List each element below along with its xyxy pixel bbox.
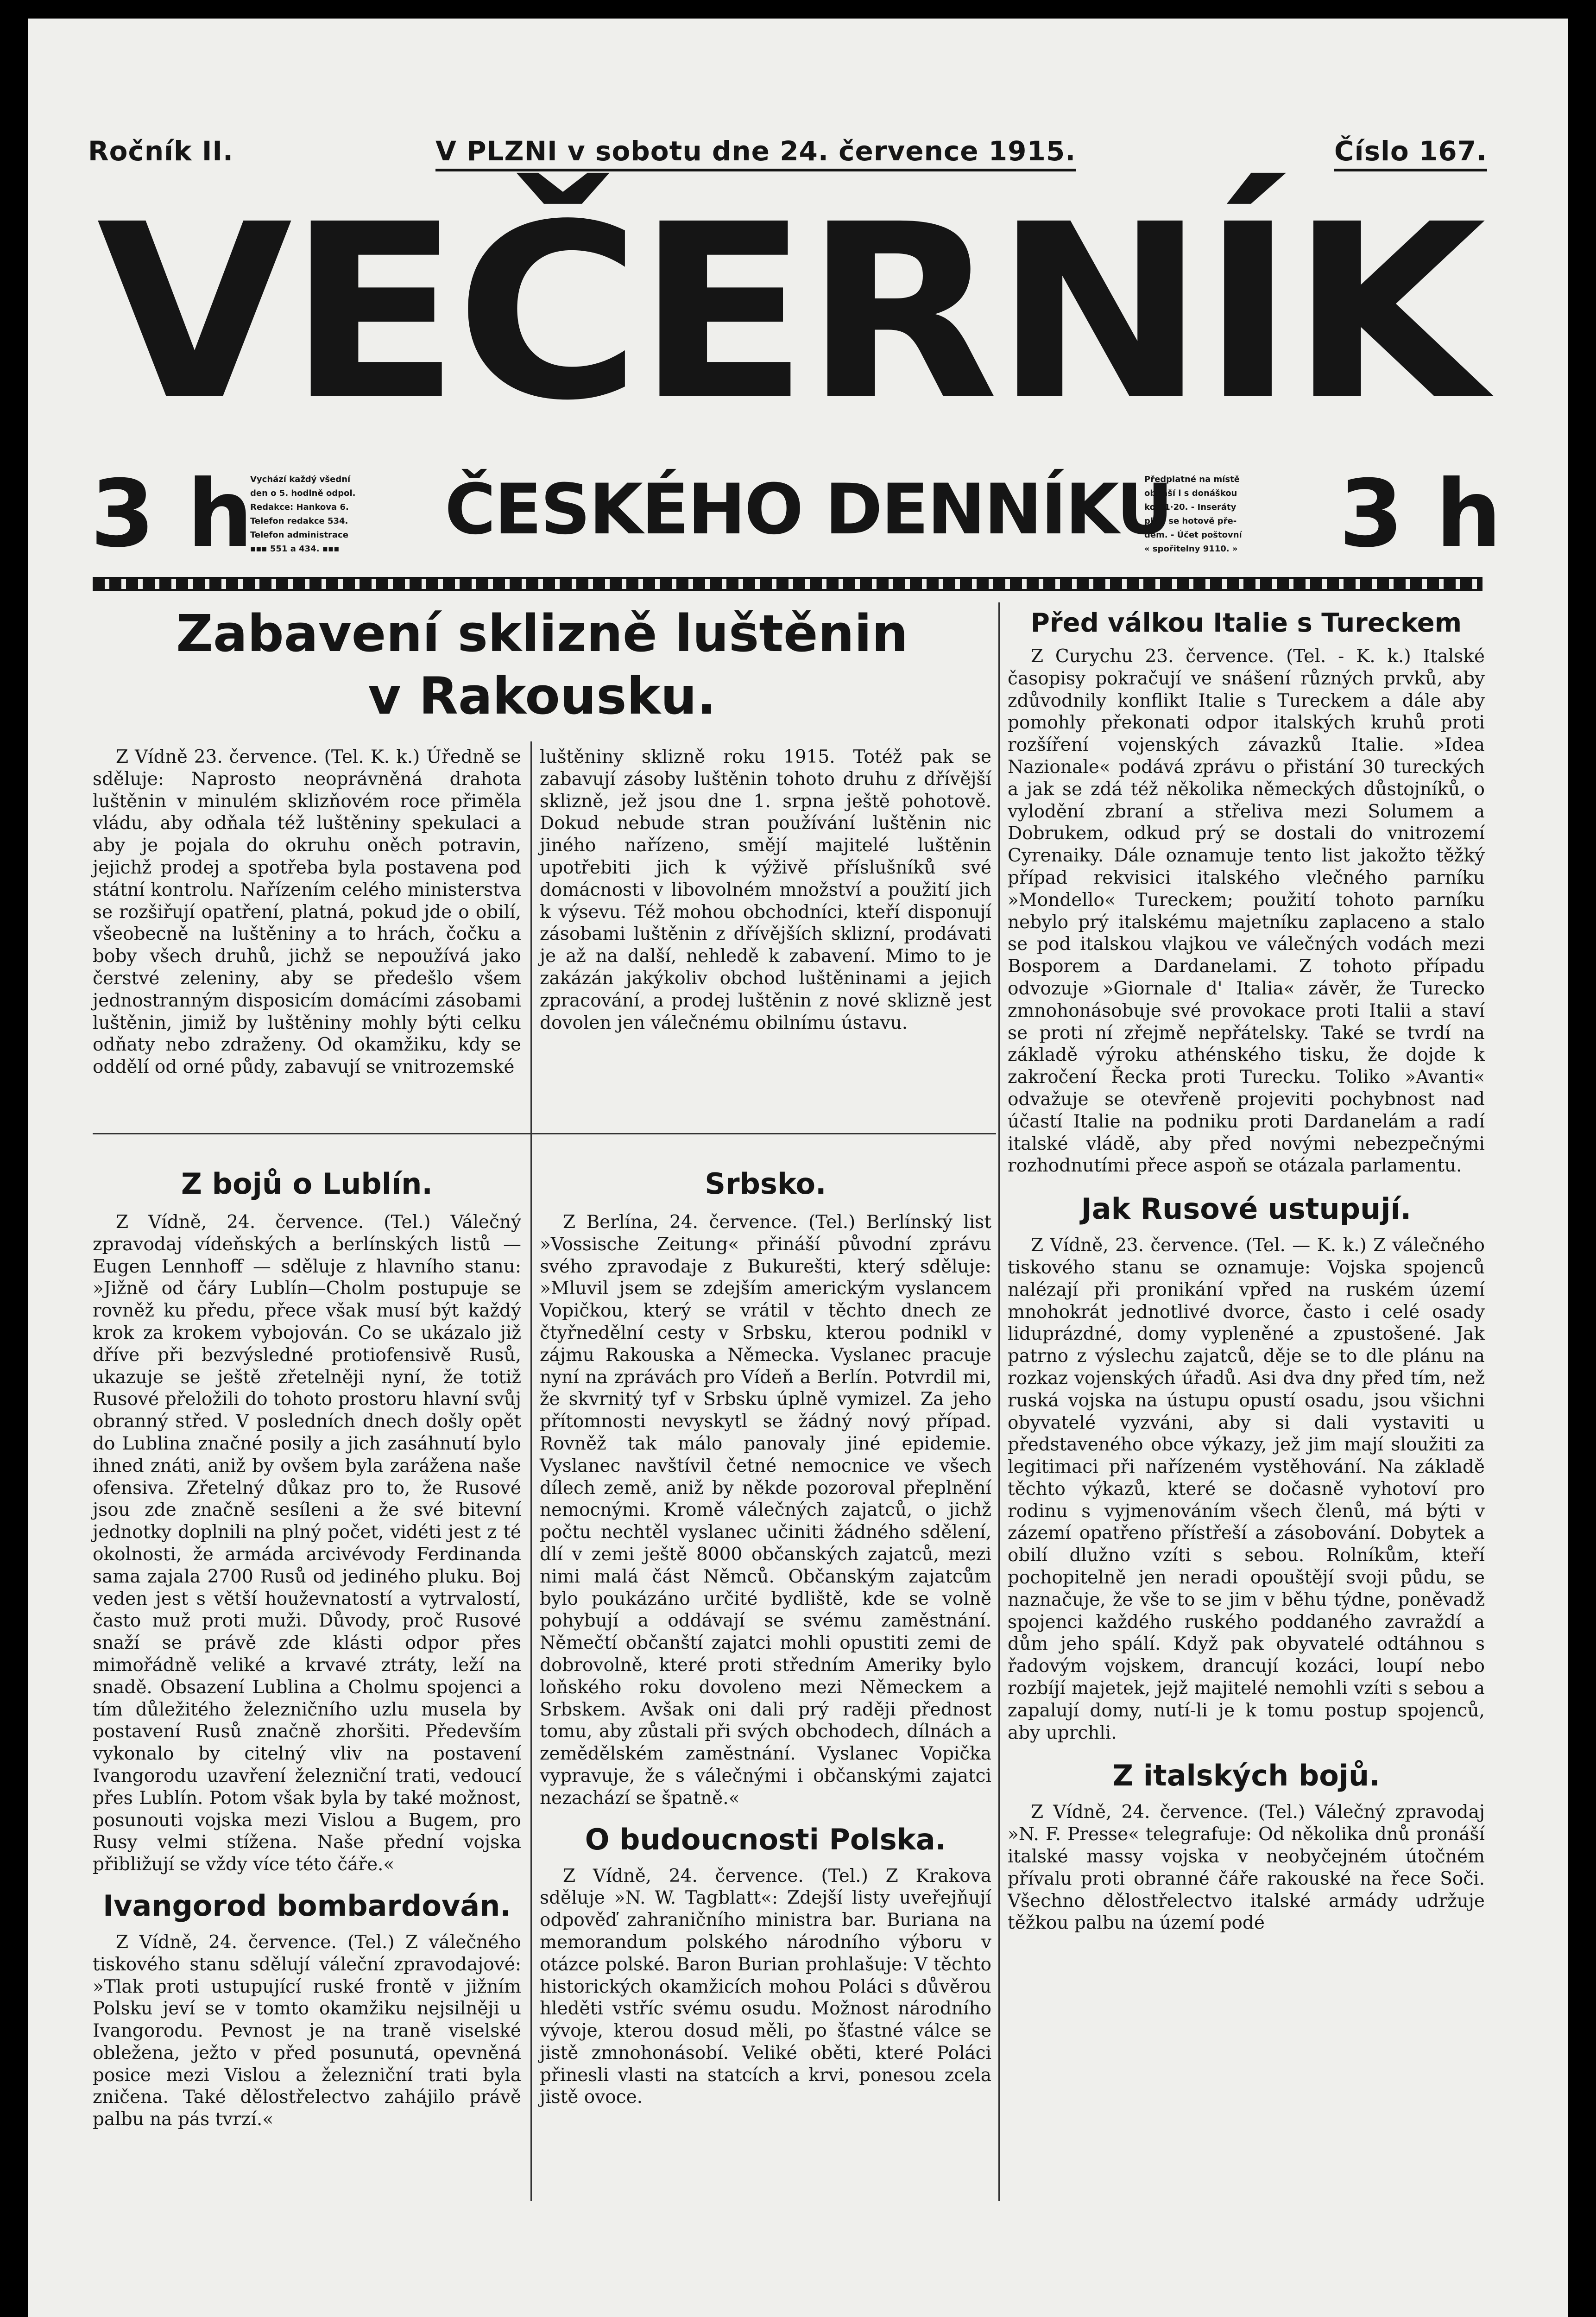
srbsko-headline: Srbsko. (705, 1167, 826, 1201)
subscription-info-line: « spořitelny 9110. » (1144, 544, 1238, 554)
column-rule (998, 602, 1000, 2201)
italske-boje-article-text: Z Vídně, 24. července. (Tel.) Válečný zpravodaj »N. F. Presse« telegrafuje: Od několika dnů pronáší italské massy vojska v neobyčejném útočném přívalu proti obranné čáře rakouské na řece Soči. Všechno dělostřelectvo italské armády udržuje těžkou palbu na území podé (1008, 1802, 1485, 1934)
middle-column (540, 1163, 991, 2108)
polsko-headline: O budoucnosti Polska. (585, 1822, 946, 1856)
publisher-info-line: ▪▪▪ 551 a 434. ▪▪▪ (250, 544, 340, 554)
masthead-subtitle: ČESKÉHO DENNÍKU (445, 469, 1172, 550)
subscription-info-line: platí se hotově pře- (1144, 516, 1237, 526)
column-rule (530, 741, 532, 2201)
ivangorod-article-text: Z Vídně, 24. července. (Tel.) Z válečného tiskového stanu sdělují váleční zpravodajové: »Tlak proti ustupující ruské frontě v jižním Polsku jeví se v tomto okamžiku nejsilněji u Ivangorodu. Pevnost je na traně viselské obležena, ježto v před posunutá, opevněná posice mezi Vislou a železniční trati byla zničena. Také dělostřelectvo zahájilo právě palbu na pás tvrzí.« (93, 1931, 521, 2130)
subscription-info-line: obnáší i s donáškou (1144, 488, 1237, 498)
price-right: 3 h (1339, 460, 1502, 568)
lead-headline-line: Zabavení sklizně luštěnin (176, 604, 908, 663)
subscription-info-line: kor. 1·20. - Inseráty (1144, 502, 1236, 512)
rusove-article-text: Z Vídně, 23. července. (Tel. — K. k.) Z válečného tiskového stanu se oznamuje: Vojska spojenců nalézají při pronikání vpřed na ruském území mnohokrát jednotlivé dvorce, často i celé osady liduprázdné, domy vypleněné a zpustošené. Jak patrno z výslechu zajatců, děje se to dle plánu na rozkaz vojenských úřadů. Asi dva dny před tím, než ruská vojska na ústupu opustí osadu, jsou všichni obyvatelé vyzváni, aby si dali vystaviti u představeného obce výkazy, jež jim mají sloužiti za legitimaci při nařízeném vystěhování. Na základě těchto výkazů, které se dočasně vyhotoví pro rodinu s vyjmenováním všech členů, má býti v zázemí opatřeno přístřeší a zásobování. Dobytek a obilí dlužno vzíti s sebou. Rolníkům, kteří pochopitelně jen neradi opouštějí svoji půdu, se naznačuje, že vše to se jim v běhu týdne, poněvadž spojenci každého ruského poddaného zavraždí a dům jeho spálí. Když pak obyvatelé odtáhnou s řadovým vojskem, drancují kozáci, loupí nebo rozbíjí majetek, jejž majitelé nemohli vzíti s sebou a zapalují domy, nutí-li je k tomu postup spojenců, aby uprchli. (1008, 1235, 1485, 1743)
subscription-info-box (1144, 473, 1316, 556)
italie-article-text: Z Curychu 23. července. (Tel. - K. k.) Italské časopisy pokračují ve snášení různých prvků, aby zdůvodnily konflikt Italie s Tureckem a dále aby pomohly překonati odpor italských kruhů proti rozšíření vojenských závazků Italie. »Idea Nazionale« podává zprávu o přistání 30 tureckých a jak se zdá též několika německých důstojníků, o vylodění zbraní a střeliva mezi Solumem a Dobrukem, odkud prý se dostali do vnitrozemí Cyrenaiky. Dále oznamuje tento list jakožto těžký případ rekvisici italského vlečného parníku »Mondello« Tureckem; použití tohoto parníku nebylo prý italskému majetníku zaplaceno a stalo se pod italskou vlajkou ve válečných vodách mezi Bosporem a Dardanelami. Z tohoto případu odvozuje »Giornale d' Italia« závěr, že Turecko zmnohonásobuje své provokace proti Italii a staví se proti ní zřejmě nepřátelsky. Také se tvrdí na základě výroku athénského tisku, že dojde k zakročení Řecka proti Turecku. Toliko »Avanti« odvažuje se otevřeně projeviti pochybnost nad účastí Italie na podniku proti Dardanelám a radí italské vládě, aby před novými nebezpečnými rozhodnutími přece aspoň se otázala parlamentu. (1008, 646, 1485, 1177)
lead-article-text-continued: luštěniny sklizně roku 1915. Totéž pak se zabavují zásoby luštěnin tohoto druhu z dřívější sklizně, jež jsou dne 1. srpna ještě pohotově. Dokud nebude stran používání luštěnin nic jiného nařízeno, smějí majitelé luštěnin upotřebiti jich k výživě příslušníků své domácnosti v libovolném množství a použití jich k výsevu. Též mohou obchodníci, kteří disponují zásobami luštěnin z dřívějších sklizní, prodávati je až na další, nehledě k zabavení. Mimo to je zakázán jakýkoliv obchod luštěninami a jejich zpracování, a prodej luštěnin z nové sklizně jest dovolen jen válečnému obilnímu ústavu. (540, 747, 991, 1033)
rusove-headline: Jak Rusové ustupují. (1081, 1192, 1412, 1226)
volume-label: Ročník II. (88, 135, 234, 167)
price-left: 3 h (90, 460, 253, 568)
section-rule (93, 1133, 996, 1134)
subscription-info-line: Předplatné na místě (1144, 475, 1240, 484)
publisher-info-line: Vychází každý všední (250, 475, 351, 484)
subscription-info-line: dem. - Účet poštovní (1144, 530, 1242, 540)
lublin-article-text: Z Vídně, 24. července. (Tel.) Válečný zpravodaj vídeňských a berlínských listů — Eugen Lennhoff — sděluje z hlavního stanu: »Jižně od čáry Lublín—Cholm postupuje se rovněž ku předu, přece však musí být každý krok za krokem vybojován. Co se ukázalo již dříve při bezvýsledné protiofensivě Rusů, ukazuje se ještě zřetelněji nyní, že totiž Rusové přeložili do tohoto prostoru hlavní svůj obranný střed. V posledních dnech došly opět do Lublina značné posily a jich zasáhnutí bylo ihned znáti, aniž by ovšem byla zarážena naše ofensiva. Zřetelný důkaz pro to, že Rusové jsou zde značně sesíleni a že své bitevní jednotky doplnili na plný počet, vidéti jest z té okolnosti, že armáda arcivévody Ferdinanda sama zajala 2700 Rusů od jediného pluku. Boj veden jest s větší houževnatostí a vytrvalostí, často muž proti muži. Důvody, proč Rusové snaží se právě zde klásti odpor přes mimořádně veliké a krvavé ztráty, leží na snadě. Obsazení Lublina a Cholmu spojenci a tím důležitého železničního uzlu musela by postavení Rusů značně zhoršiti. Především vykonalo by citelný vliv na postavení Ivangorodu uzavření železniční trati, vedoucí přes Lublín. Potom však byla by také možnost, posunouti vojska mezi Vislou a Bugem, pro Rusy velmi stížena. Naše přední vojska přibližují se vždy více této čáře.« (93, 1212, 521, 1875)
lead-headline-block (93, 602, 991, 728)
ivangorod-headline: Ivangorod bombardován. (103, 1888, 511, 1923)
newspaper-page (28, 19, 1568, 2317)
masthead-title: VEČERNÍK (96, 172, 1482, 453)
italie-headline: Před válkou Italie s Tureckem (1030, 608, 1462, 638)
issue-number: Číslo 167. (1334, 135, 1487, 171)
publisher-info-line: den o 5. hodině odpol. (250, 488, 356, 498)
italske-boje-headline: Z italských bojů. (1112, 1759, 1380, 1793)
srbsko-article-text: Z Berlína, 24. července. (Tel.) Berlínský list »Vossische Zeitung« přináší původní zprávu svého zpravodaje z Bukurešti, který sděluje: »Mluvil jsem se zdejším americkým vyslancem Vopičkou, který se vrátil v těchto dnech ze čtyřnedělní cesty v Srbsku, kterou podnikl v zájmu Rakouska a Německa. Vyslanec pracuje nyní na zprávách pro Vídeň a Berlín. Potvrdil mi, že skvrnitý tyf v Srbsku úplně vymizel. Za jeho přítomnosti nevyskytl se žádný nový případ. Rovněž tak málo panovaly jiné epidemie. Vyslanec navštívil četné nemocnice ve všech dílech země, aniž by někde pozoroval přeplnění nemocnými. Kromě válečných zajatců, o jichž počtu nechtěl vyslanec učiniti žádného sdělení, dlí v zemi ještě 8000 občanských zajatců, mezi nimi malá část Němců. Občanským zajatcům bylo poukázáno určité bydliště, kde se volně pohybují a oddávají se svému zaměstnání. Němečtí občanští zajatci mohli opustiti zemi de dobrovolně, které proti středním Ameriky bylo loňského roku dovoleno mezi Německem a Srbskem. Avšak oni dali prý raději přednost tomu, aby zůstali při svých obchodech, dílnách a zemědělském zaměstnání. Vyslanec Vopička vypravuje, že s válečnými i občanskými zajatci nezachází se špatně.« (540, 1212, 991, 1809)
publisher-info-line: Telefon redakce 534. (250, 516, 348, 526)
lead-headline-line: v Rakousku. (368, 666, 716, 726)
ornamental-rule (93, 577, 1482, 591)
lead-article-col1 (93, 746, 521, 1078)
publisher-info-line: Redakce: Hankova 6. (250, 502, 349, 512)
lead-headline (93, 602, 991, 728)
lead-article-col2 (540, 746, 991, 1034)
lead-article-text: Z Vídně 23. července. (Tel. K. k.) Úředně se sděluje: Naprosto neoprávněná drahota luštěnin v minulém sklizňovém roce přiměla vládu, aby odňala též luštěniny spekulaci a aby je pojala do okruhu oněch potravin, jejichž prodej a spotřeba byla postavena pod státní kontrolu. Nařízením celého ministerstva se rozšiřují opatření, platná, pokud jde o obilí, všeobecně na luštěniny a to hrách, čočku a boby všech druhů, jichž se nepoužívá jako čerstvé zeleniny, aby se předešlo všem jednostranným disposicím domácími zásobami luštěnin, jimiž by luštěniny mohly býti celku odňaty nebo zdraženy. Od okamžiku, kdy se oddělí od orné půdy, zabavují se vnitrozemské (93, 747, 521, 1078)
polsko-article-text: Z Vídně, 24. července. (Tel.) Z Krakova sděluje »N. W. Tagblatt«: Zdejší listy uveřejňují odpověď zahraničního ministra bar. Buriana na memorandum polského národního výboru v otázce polské. Baron Burian prohlašuje: V těchto historických okamžicích mohou Poláci s důvěrou hleděti vstříc svému osudu. Možnost národního vývoje, kterou dosud měli, po šťastné válce se jistě zmnohonásobí. Veliké oběti, které Poláci přinesli vlasti na statcích a krvi, ponesou zcela jistě ovoce. (540, 1865, 991, 2108)
publisher-info-line: Telefon administrace (250, 530, 348, 540)
left-column (93, 1163, 521, 2131)
date-line: V PLZNI v sobotu dne 24. července 1915. (435, 135, 1076, 171)
right-column (1008, 605, 1485, 1934)
lublin-headline: Z bojů o Lublín. (181, 1167, 433, 1201)
publisher-info-box (250, 473, 422, 556)
